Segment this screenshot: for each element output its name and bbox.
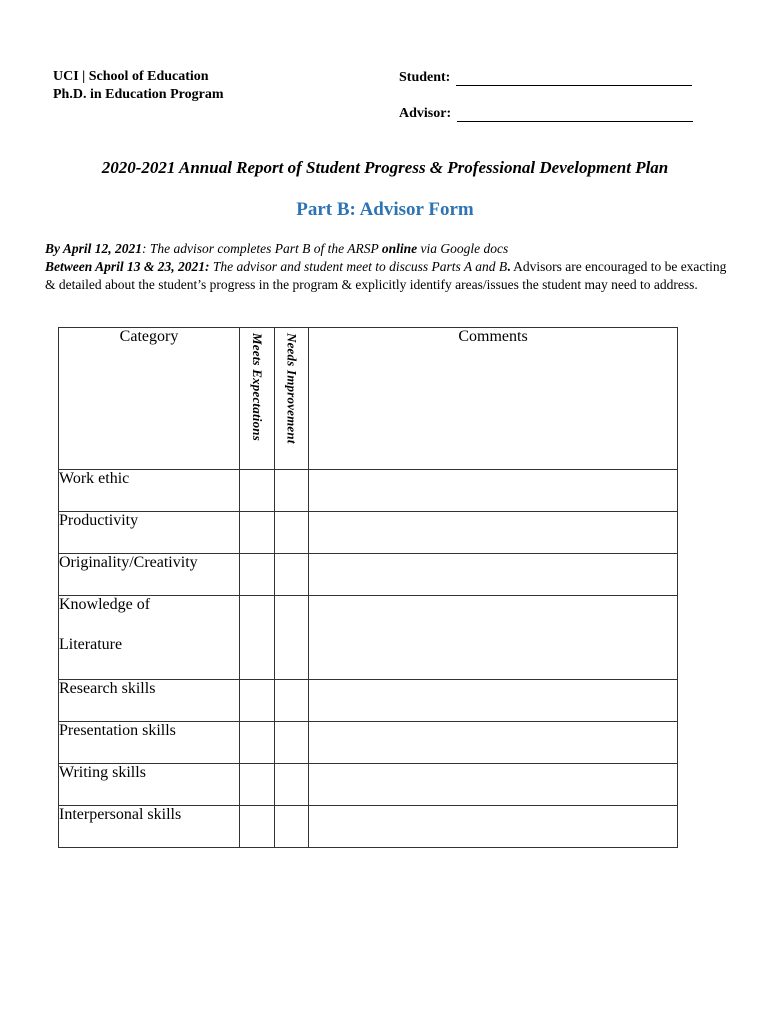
instruction-line-2 <box>45 258 735 294</box>
meeting-dates: Between April 13 & 23, 2021: <box>45 259 210 274</box>
comments-field[interactable] <box>309 512 678 554</box>
report-title: 2020-2021 Annual Report of Student Progress & Professional Development Plan <box>101 158 669 177</box>
institution-school: School of Education <box>88 69 209 84</box>
needs-improvement-checkbox[interactable] <box>275 512 309 554</box>
category-cell: Presentation skills <box>59 722 240 764</box>
needs-improvement-label: Needs Improvement <box>284 333 300 444</box>
needs-improvement-checkbox[interactable] <box>275 722 309 764</box>
table-row <box>59 722 678 764</box>
instructions <box>45 240 735 294</box>
category-label: Knowledge of <box>59 596 151 613</box>
meets-expectations-label: Meets Expectations <box>250 333 265 441</box>
comments-field[interactable] <box>309 596 678 680</box>
instruction-text: Advisors are encouraged to be exacting & detailed about the student’s progress in the program & explicitly identify areas/issues the student may need to address. <box>45 259 727 292</box>
table-row <box>59 512 678 554</box>
comments-field[interactable] <box>309 680 678 722</box>
needs-improvement-header <box>275 328 309 470</box>
comments-header: Comments <box>309 328 678 470</box>
online-emphasis: online <box>381 241 418 256</box>
meets-expectations-checkbox[interactable] <box>240 764 275 806</box>
meets-expectations-checkbox[interactable] <box>240 470 275 512</box>
category-cell <box>59 596 240 680</box>
instruction-text: via Google docs <box>417 241 509 256</box>
table-row <box>59 554 678 596</box>
category-header: Category <box>59 328 240 470</box>
student-label: Student: <box>399 70 451 85</box>
meets-expectations-checkbox[interactable] <box>240 512 275 554</box>
instruction-text: The advisor and student meet to discuss Parts A and B <box>209 259 508 274</box>
meets-expectations-checkbox[interactable] <box>240 554 275 596</box>
category-cell: Writing skills <box>59 764 240 806</box>
needs-improvement-checkbox[interactable] <box>275 680 309 722</box>
comments-field[interactable] <box>309 764 678 806</box>
signature-fields <box>399 68 693 122</box>
advisor-name-input[interactable] <box>457 107 693 122</box>
meets-expectations-checkbox[interactable] <box>240 722 275 764</box>
needs-improvement-checkbox[interactable] <box>275 470 309 512</box>
table-header-row <box>59 328 678 470</box>
student-field-row <box>399 68 693 86</box>
institution-abbrev: UCI <box>53 69 79 84</box>
advisor-label: Advisor: <box>399 106 452 121</box>
category-label-continued: Literature <box>59 636 123 653</box>
institution-block <box>53 68 223 104</box>
meets-expectations-checkbox[interactable] <box>240 680 275 722</box>
needs-improvement-checkbox[interactable] <box>275 596 309 680</box>
part-title: Part B: Advisor Form <box>296 199 474 220</box>
institution-separator: | <box>82 69 86 84</box>
advisor-field-row <box>399 104 693 122</box>
instruction-line-1 <box>45 240 735 258</box>
needs-improvement-checkbox[interactable] <box>275 554 309 596</box>
table-row <box>59 680 678 722</box>
deadline-date: By April 12, 2021 <box>45 241 143 256</box>
category-cell: Research skills <box>59 680 240 722</box>
table-row <box>59 764 678 806</box>
needs-improvement-checkbox[interactable] <box>275 806 309 848</box>
needs-improvement-checkbox[interactable] <box>275 764 309 806</box>
table-row <box>59 470 678 512</box>
institution-program: Ph.D. in Education Program <box>53 87 224 102</box>
student-name-input[interactable] <box>456 71 692 86</box>
evaluation-table <box>58 327 678 848</box>
category-cell: Originality/Creativity <box>59 554 240 596</box>
institution-line-1 <box>53 68 223 86</box>
instruction-text: : The advisor completes Part B of the ARSP <box>142 241 382 256</box>
category-cell: Interpersonal skills <box>59 806 240 848</box>
category-cell: Productivity <box>59 512 240 554</box>
category-cell: Work ethic <box>59 470 240 512</box>
table-row <box>59 806 678 848</box>
table-row <box>59 596 678 680</box>
comments-field[interactable] <box>309 722 678 764</box>
comments-field[interactable] <box>309 470 678 512</box>
comments-field[interactable] <box>309 554 678 596</box>
instruction-text: . <box>507 259 511 274</box>
comments-field[interactable] <box>309 806 678 848</box>
meets-expectations-checkbox[interactable] <box>240 806 275 848</box>
meets-expectations-header <box>240 328 275 470</box>
meets-expectations-checkbox[interactable] <box>240 596 275 680</box>
